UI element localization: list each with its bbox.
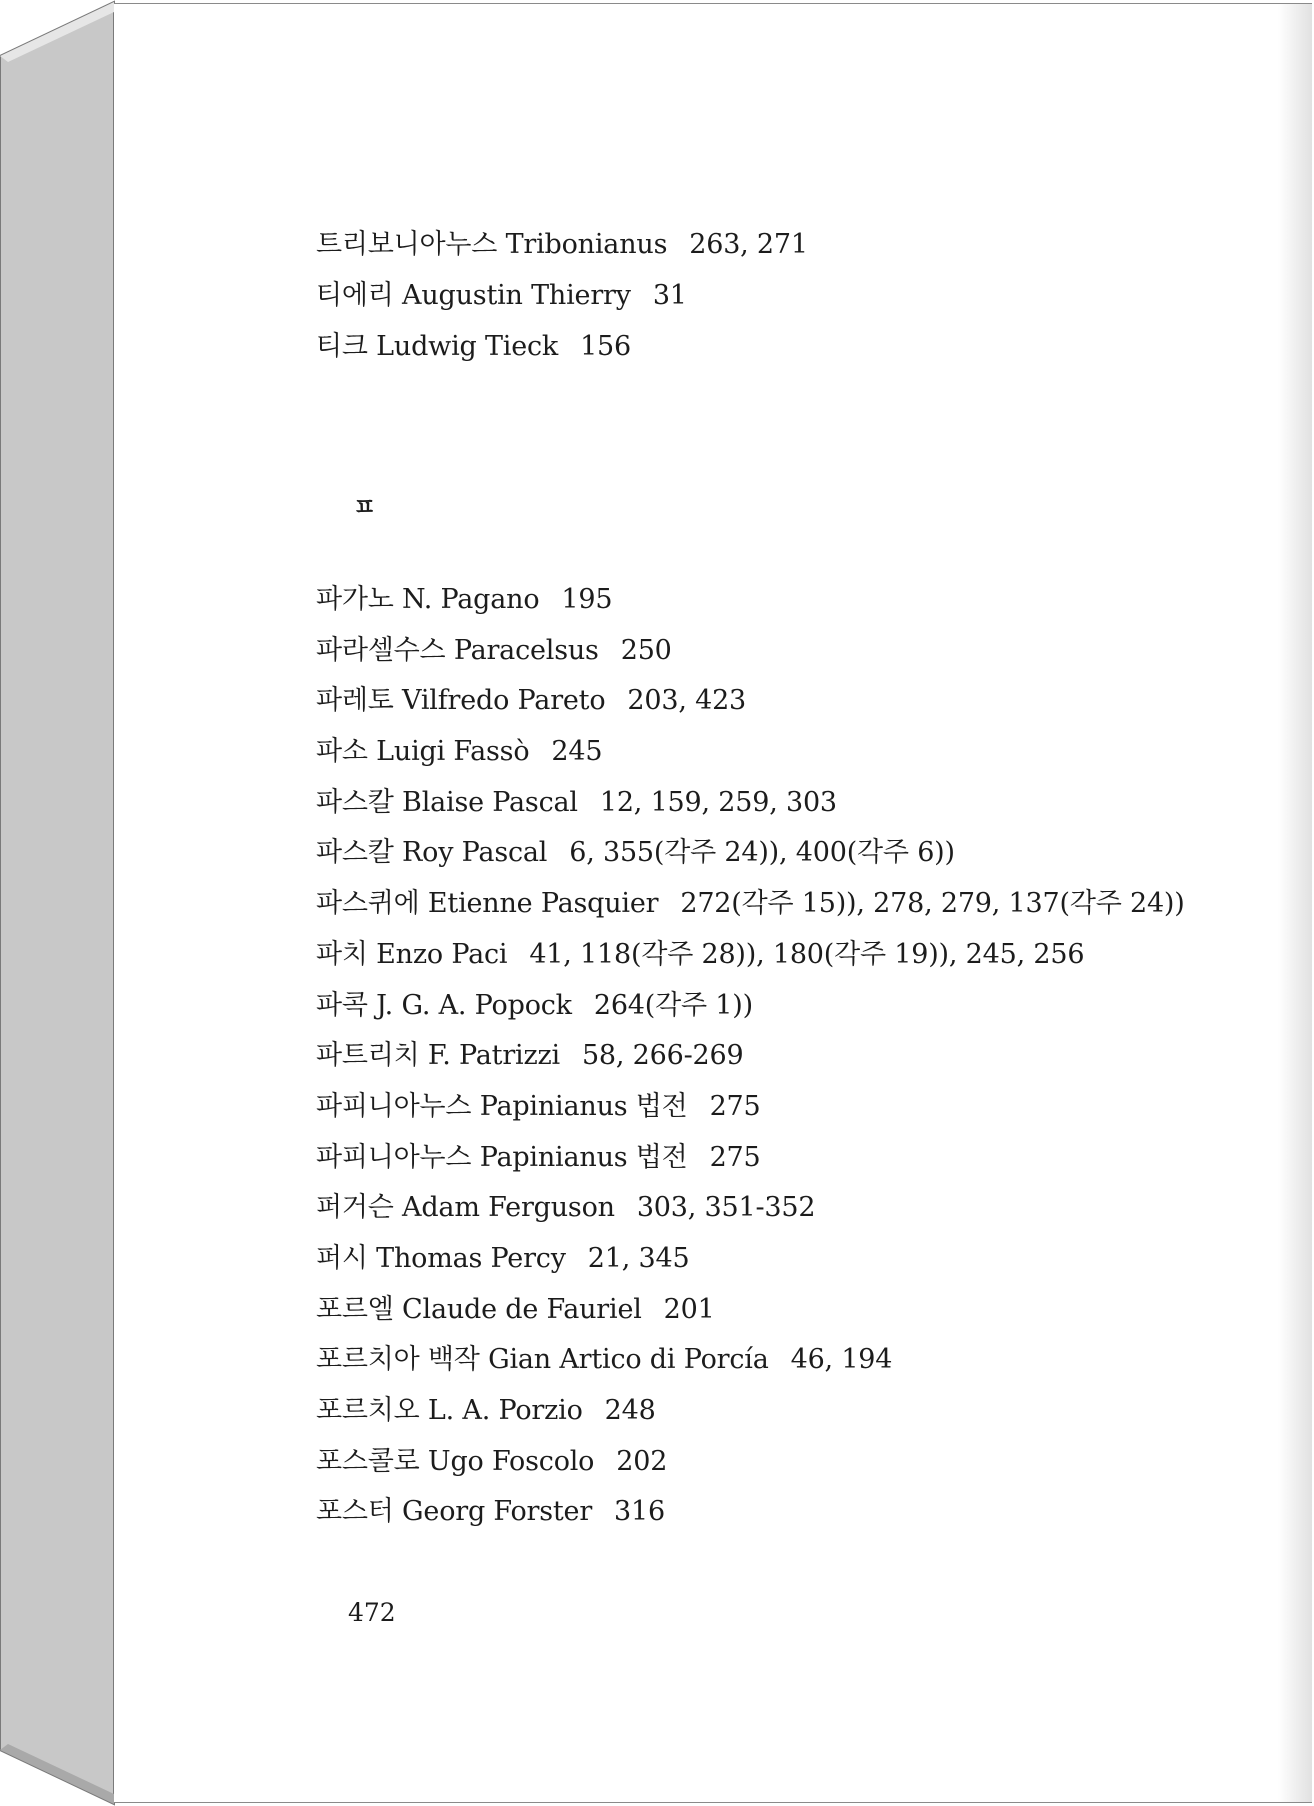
entry-pages: 58, 266-269 [581,1040,744,1072]
entry-korean-name: 퍼시 [316,1242,368,1274]
entry-korean-name: 포스콜로 [316,1445,420,1477]
index-entry [316,1039,1185,1090]
entry-original-name: F. Patrizzi [427,1040,560,1072]
entry-pages: 316 [614,1496,665,1528]
entry-korean-name: 티에리 [316,280,394,311]
entry-korean-name: 파소 [316,736,368,768]
section-heading: ㅍ [353,493,377,521]
entry-original-name: Georg Forster [402,1496,593,1528]
entry-pages: 41, 118(각주 28)), 180(각주 19)), 245, 256 [529,938,1085,970]
entry-korean-name: 파피니아누스 [316,1141,472,1173]
index-entry [316,1343,1185,1394]
entry-pages: 46, 194 [790,1344,893,1376]
index-entry [316,887,1185,938]
index-entry [316,938,1185,989]
entry-pages: 195 [561,584,613,615]
entry-korean-name: 파피니아누스 [316,1090,472,1122]
page-number: 472 [348,1598,396,1627]
index-entry [316,330,808,381]
entry-original-name: Augustin Thierry [402,280,631,311]
entry-original-name: Papinianus 법전 [479,1090,688,1122]
index-entry [316,786,1185,837]
entry-korean-name: 티크 [316,331,368,362]
index-entry [316,1090,1185,1141]
entry-original-name: Paracelsus [453,634,599,666]
entry-original-name: Tribonianus [505,229,668,260]
entry-korean-name: 파콕 [316,989,368,1021]
entry-pages: 201 [663,1293,715,1325]
index-entry [316,279,808,330]
entry-korean-name: 파가노 [316,584,394,615]
entry-korean-name: 퍼거슨 [316,1192,394,1224]
entry-original-name: Adam Ferguson [402,1192,615,1224]
entry-pages: 21, 345 [587,1242,690,1274]
entry-korean-name: 포스터 [316,1496,394,1528]
entry-original-name: Blaise Pascal [402,786,578,818]
index-entry [316,836,1185,887]
entry-korean-name: 포르치오 [316,1395,420,1426]
entry-pages: 31 [652,280,687,311]
entry-original-name: J. G. A. Popock [376,989,572,1021]
index-entry [316,989,1185,1040]
entry-pages: 245 [551,736,603,768]
entry-pages: 203, 423 [627,685,747,717]
entry-original-name: Gian Artico di Porcía [488,1344,769,1376]
entry-pages: 263, 271 [689,229,808,260]
entry-pages: 275 [709,1141,761,1173]
entry-korean-name: 파트리치 [316,1040,420,1072]
entry-korean-name: 파스퀴에 [316,888,420,920]
index-entry [316,1141,1185,1192]
entry-original-name: Claude de Fauriel [402,1293,642,1325]
entry-original-name: Vilfredo Pareto [402,685,606,717]
entry-original-name: Luigi Fassò [376,736,530,768]
entry-pages: 264(각주 1)) [593,989,753,1021]
index-entry [316,1394,1185,1445]
index-entry [316,1293,1185,1344]
entry-pages: 156 [580,331,632,362]
entry-korean-name: 트리보니아누스 [316,229,498,260]
index-entry [316,1445,1185,1496]
entry-original-name: Enzo Paci [376,938,508,970]
index-entry [316,684,1185,735]
entry-original-name: Etienne Pasquier [427,888,659,920]
entry-original-name: Ugo Foscolo [427,1445,595,1477]
index-entry [316,634,1185,685]
page-edge-shadow [1278,4,1312,1802]
index-entry [316,1191,1185,1242]
index-entry [316,1495,1185,1546]
entry-pages: 303, 351-352 [636,1192,816,1224]
entry-korean-name: 파스칼 [316,786,394,818]
entry-korean-name: 포르치아 백작 [316,1344,480,1376]
entry-pages: 250 [620,634,672,666]
entry-korean-name: 포르엘 [316,1293,394,1325]
entry-original-name: N. Pagano [402,584,540,615]
entry-original-name: L. A. Porzio [427,1395,583,1426]
entry-pages: 12, 159, 259, 303 [599,786,837,818]
index-entry [316,583,1185,634]
index-group-pieup [316,583,1185,1546]
entry-original-name: Ludwig Tieck [376,331,559,362]
entry-korean-name: 파레토 [316,685,394,717]
spine-face [0,2,114,1804]
entry-pages: 202 [616,1445,668,1477]
entry-pages: 275 [709,1090,761,1122]
entry-korean-name: 파라셀수스 [316,634,446,666]
entry-korean-name: 파스칼 [316,837,394,869]
entry-pages: 272(각주 15)), 278, 279, 137(각주 24)) [680,888,1185,920]
entry-original-name: Papinianus 법전 [479,1141,688,1173]
index-group-ti [316,228,808,381]
index-entry [316,735,1185,786]
index-entry [316,1242,1185,1293]
index-entry [316,228,808,279]
entry-pages: 248 [604,1395,656,1426]
entry-original-name: Roy Pascal [402,837,548,869]
entry-korean-name: 파치 [316,938,368,970]
entry-pages: 6, 355(각주 24)), 400(각주 6)) [569,837,955,869]
entry-original-name: Thomas Percy [376,1242,566,1274]
